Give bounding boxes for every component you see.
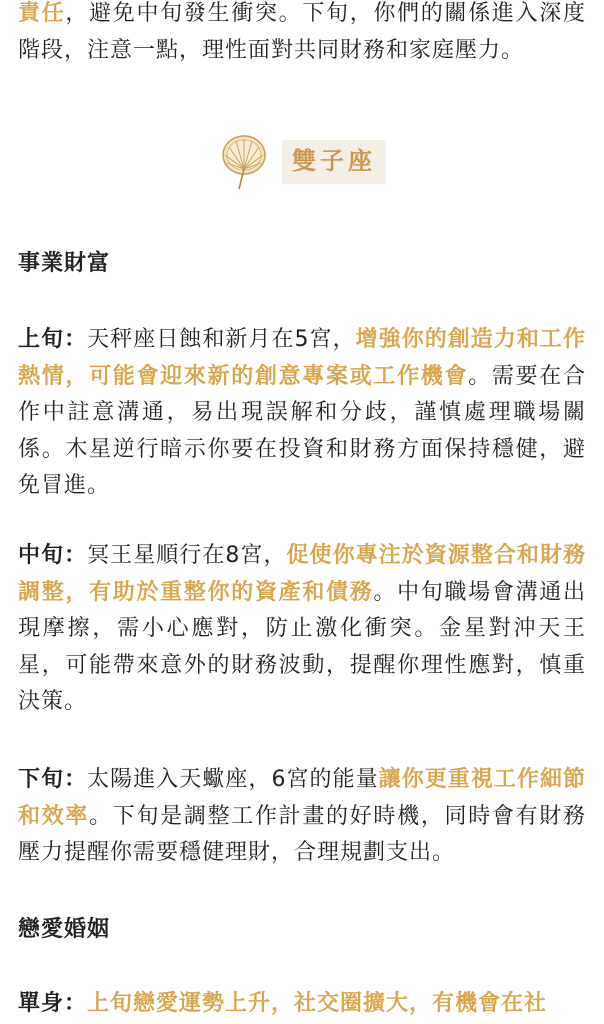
zodiac-sign-header [18, 133, 586, 191]
highlight-text: 促使你專注於資源整合和財務調整，有助於重整你的資產和債務 [18, 543, 586, 605]
zodiac-sign-name: 雙子座 [282, 140, 386, 184]
paragraph-text: 。需要在合作中註意溝通，易出現誤解和分歧，謹慎處理職場關係。木星逆行暗示你要在投資和財務方面保持穩健，避免冒進。 [18, 363, 586, 498]
paragraph-text: 天秤座日蝕和新月在5宮， [87, 327, 356, 352]
paragraph-text: 。下旬是調整工作計畫的好時機，同時會有財務壓力提醒你需要穩健理財，合理規劃支出。 [18, 803, 586, 865]
career-late-paragraph [18, 762, 586, 872]
highlight-text: 上旬戀愛運勢上升，社交圈擴大，有機會在社 [87, 991, 548, 1016]
paragraph-lead: 上旬： [18, 327, 88, 352]
paragraph-lead: 下旬： [18, 767, 88, 792]
paragraph-lead: 中旬： [18, 543, 88, 568]
highlight-text: 讓你更重視工作細節和效率 [18, 767, 586, 829]
paragraph-text: 太陽進入天蠍座，6宮的能量 [87, 767, 379, 792]
highlight-text: 責任 [18, 1, 66, 26]
fan-icon [218, 133, 270, 191]
love-single-paragraph [18, 986, 586, 1023]
career-mid-paragraph [18, 538, 586, 721]
intro-paragraph [18, 0, 586, 69]
highlight-text: 增強你的創造力和工作熱情，可能會迎來新的創意專案或工作機會 [18, 327, 586, 389]
section-heading-love: 戀愛婚姻 [18, 917, 111, 942]
paragraph-text: ，避免中旬發生衝突。下旬，你們的關係進入深度階段，注意一點，理性面對共同財務和家庭壓力。 [18, 1, 586, 63]
paragraph-text: 。中旬職場會溝通出現摩擦，需小心應對，防止激化衝突。金星對沖天王星，可能帶來意外的財務波動，提醒你理性應對，慎重決策。 [18, 579, 586, 714]
section-heading-career: 事業財富 [18, 251, 111, 276]
paragraph-text: 冥王星順行在8宮， [87, 543, 287, 568]
career-early-paragraph [18, 322, 586, 505]
paragraph-lead: 單身： [18, 991, 88, 1016]
